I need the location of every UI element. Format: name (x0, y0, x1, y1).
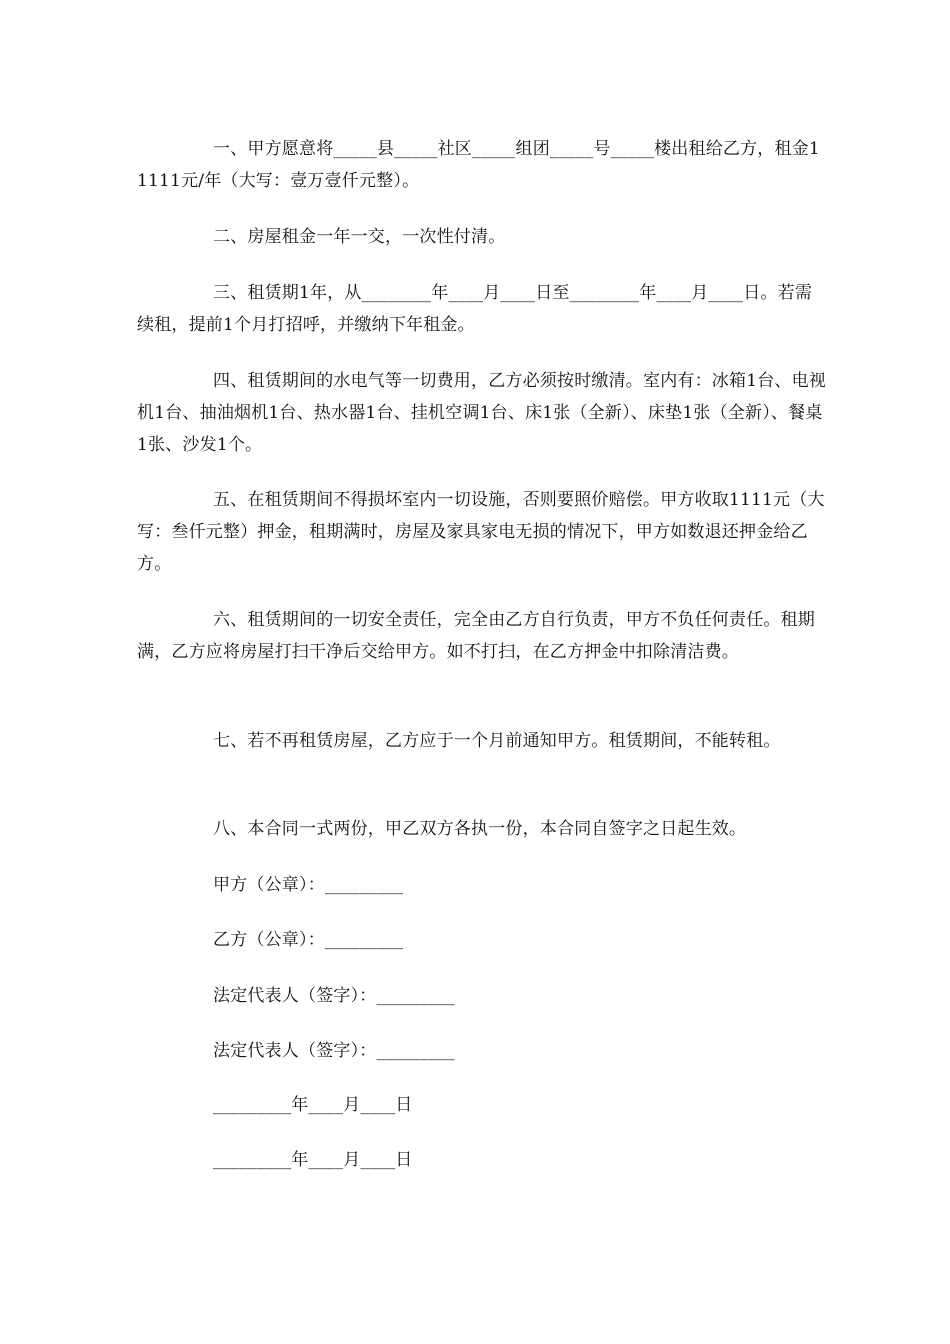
date-line-a: _________年____月____日 (213, 1095, 413, 1115)
clause-1: 一、甲方愿意将_____县_____社区_____组团_____号_____楼出租给乙方，租金11111元/年（大写：壹万壹仟元整）。 (137, 139, 820, 191)
representative-a-signature-line: 法定代表人（签字）：_________ (213, 986, 455, 1006)
clause-2: 二、房屋租金一年一交，一次性付清。 (213, 227, 506, 247)
date-line-b: _________年____月____日 (213, 1150, 413, 1170)
clause-4: 四、租赁期间的水电气等一切费用，乙方必须按时缴清。室内有：冰箱1台、电视机1台、抽油烟机1台、热水器1台、挂机空调1台、床1张（全新）、床垫1张（全新）、餐桌1张、沙发1个。 (137, 371, 827, 455)
representative-b-signature-line: 法定代表人（签字）：_________ (213, 1041, 455, 1061)
clause-8: 八、本合同一式两份，甲乙双方各执一份，本合同自签字之日起生效。 (213, 819, 747, 839)
party-b-seal-line: 乙方（公章）：_________ (213, 930, 404, 950)
clause-3: 三、租赁期1年，从________年____月____日至________年____月____日。若需续租，提前1个月打招呼，并缴纳下年租金。 (137, 283, 813, 335)
clause-6: 六、租赁期间的一切安全责任，完全由乙方自行负责，甲方不负任何责任。租期满，乙方应将房屋打扫干净后交给甲方。如不打扫，在乙方押金中扣除清洁费。 (137, 610, 815, 662)
clause-5: 五、在租赁期间不得损坏室内一切设施，否则要照价赔偿。甲方收取1111元（大写：叁仟元整）押金，租期满时，房屋及家具家电无损的情况下，甲方如数退还押金给乙方。 (137, 490, 825, 574)
party-a-seal-line: 甲方（公章）：_________ (213, 875, 404, 895)
clause-7: 七、若不再租赁房屋，乙方应于一个月前通知甲方。租赁期间，不能转租。 (213, 731, 781, 751)
